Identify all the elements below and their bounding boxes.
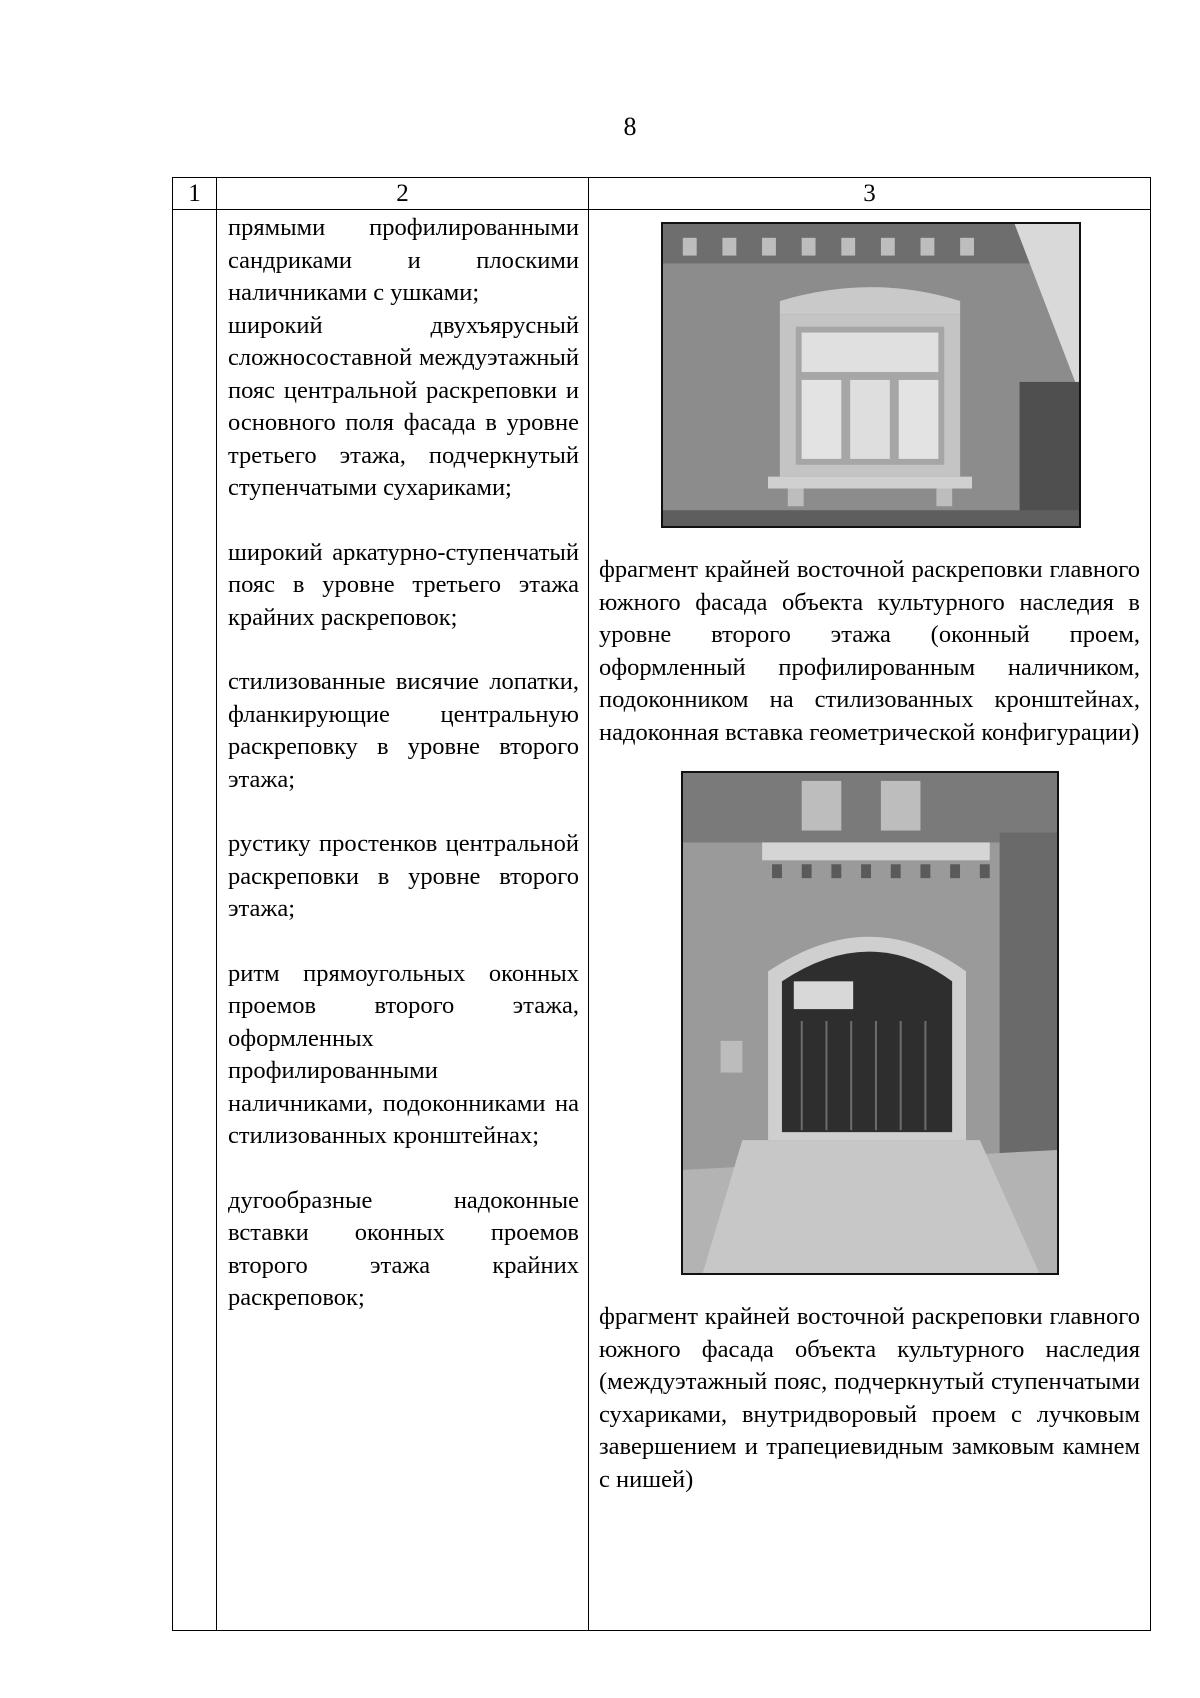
photo-caption-1: фрагмент крайней восточной раскреповки главного южного фасада объекта культурного наследия в уровне второго этажа (оконный проем, оформленный профилированным наличником, подоконником на стилизованных кронштейнах, надоконная вставка геометрической конфигурации): [599, 556, 1140, 746]
facade-archway-photo: [681, 771, 1059, 1275]
list-item: рустику простенков центральной раскреповки в уровне второго этажа;: [228, 830, 579, 922]
list-item: широкий аркатурно-ступенчатый пояс в уровне третьего этажа крайних раскреповок;: [228, 538, 579, 631]
header-col-3: 3: [589, 178, 1151, 210]
facade-window-photo: [661, 222, 1081, 528]
row-number-cell: [173, 210, 217, 1631]
header-col-1: 1: [173, 178, 217, 210]
heritage-elements-table: [172, 177, 1151, 1631]
list-item: дугообразные надоконные вставки оконных проемов второго этажа крайних раскреповок;: [228, 1186, 579, 1311]
list-item: стилизованные висячие лопатки, фланкирующие центральную раскреповку в уровне второго этажа;: [228, 668, 579, 793]
table-row: [173, 210, 1151, 1631]
table-header-row: [173, 178, 1151, 210]
page-number: 8: [623, 112, 637, 141]
list-item: широкий двухъярусный сложносоставной междуэтажный пояс центральной раскреповки и основного поля фасада в уровне третьего этажа, подчеркнутый ступенчатыми сухариками;: [228, 311, 579, 501]
photo-caption-2: фрагмент крайней восточной раскреповки главного южного фасада объекта культурного наследия (междуэтажный пояс, подчеркнутый ступенчатыми сухариками, внутридворовый проем с лучковым завершением и трапециевидным замковым камнем с нишей): [599, 1303, 1140, 1493]
header-col-2: 2: [217, 178, 589, 210]
list-item: прямыми профилированными сандриками и плоскими наличниками с ушками;: [228, 214, 579, 306]
list-item: ритм прямоугольных оконных проемов второго этажа, оформленных профилированными наличниками, подоконниками на стилизованных кронштейнах;: [228, 959, 579, 1149]
elements-description-cell: [217, 210, 589, 1631]
photo-fixation-cell: [589, 210, 1151, 1631]
